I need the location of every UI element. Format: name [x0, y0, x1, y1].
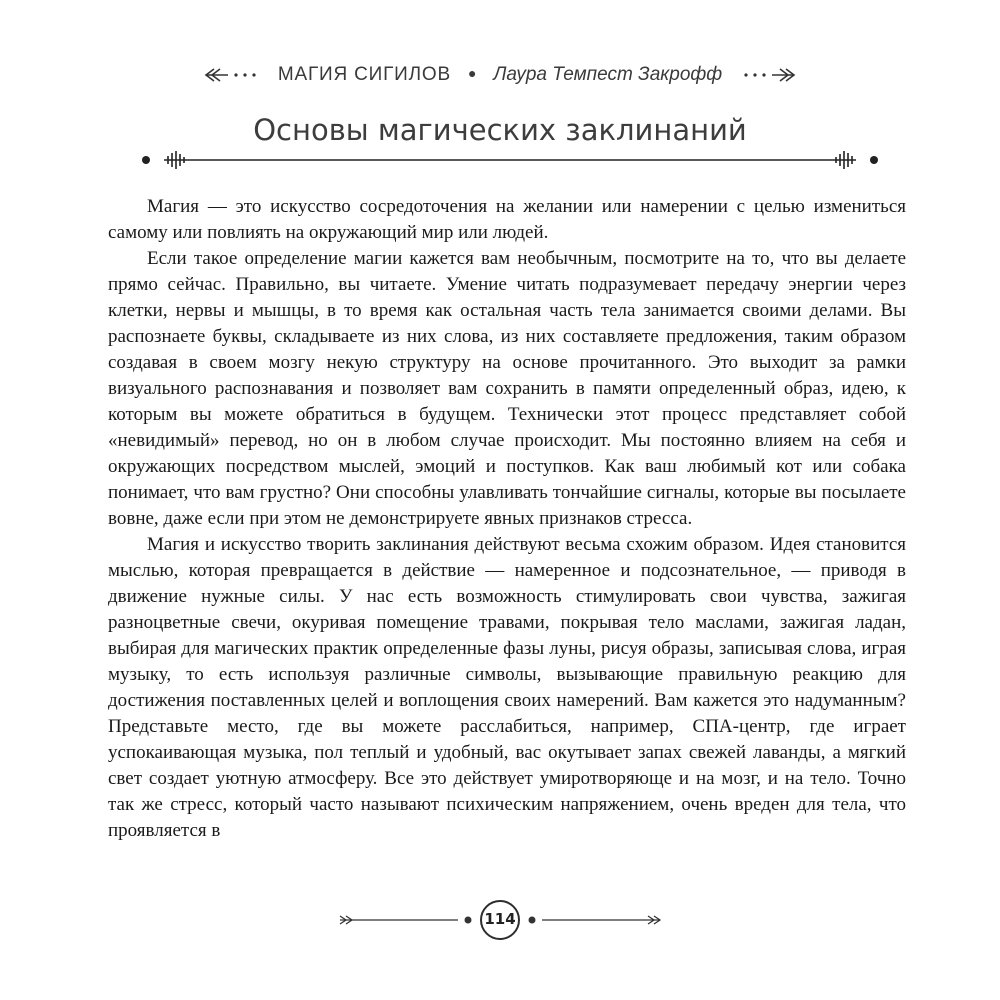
page-footer: [330, 898, 670, 942]
running-header: [0, 64, 1000, 86]
left-arrow-dots-ornament-icon: [200, 65, 264, 85]
paragraph: Магия — это искусство сосредоточения на желании или намерении с целью измениться самому или повлиять на окружающий мир или людей.: [108, 196, 906, 243]
page-number: 114: [480, 900, 520, 940]
title-divider-ornament: [140, 148, 880, 172]
book-author: Лаура Темпест Закрофф: [493, 64, 723, 85]
book-title: МАГИЯ СИГИЛОВ: [277, 64, 451, 85]
body-text: [108, 194, 906, 844]
paragraph: Если такое определение магии кажется вам необычным, посмотрите на то, что вы делаете прямо сейчас. Правильно, вы читаете. Умение читать подразумевает передачу энергии через клетки, нервы и мышцы, в то время как остальная часть тела занимается своими делами. Вы распознаете буквы, складываете из них слова, из них составляете предложения, таким образом создавая в своем мозгу некую структуру на основе прочитанного. Это выходит за рамки визуального распознавания и позволяет вам сохранить в памяти определенный образ, идею, к которым вы можете обратиться в будущем. Технически этот процесс представляет собой «невидимый» перевод, но он в любом случае происходит. Мы постоянно влияем на себя и окружающих посредством мыслей, эмоций и поступков. Как ваш любимый кот или собака понимает, что вам грустно? Они способны улавливать тончайшие сигналы, которые вы посылаете вовне, даже если при этом не демонстрируете явных признаков стресса.: [108, 248, 906, 529]
right-arrow-dots-ornament-icon: [736, 65, 800, 85]
chapter-title: Основы магических заклинаний: [253, 113, 747, 147]
paragraph: Магия и искусство творить заклинания действуют весьма схожим образом. Идея становится мыслью, которая превращается в действие — намеренное и подсознательное, — приводя в движение нужные силы. У нас есть возможность стимулировать свои чувства, зажигая разноцветные свечи, окуривая помещение травами, покрывая тело маслами, зажигая ладан, выбирая для магических практик определенные фазы луны, рисуя образы, записывая слова, играя музыку, то есть используя различные символы, вызывающие правильную реакцию для достижения поставленных целей и воплощения своих намерений. Вам кажется это надуманным? Представьте место, где вы можете расслабиться, например, СПА-центр, где играет успокаивающая музыка, пол теплый и удобный, вас окутывает запах свежей лаванды, а мягкий свет создает уютную атмосферу. Все это действует умиротворяюще и на мозг, и на тело. Точно так же стресс, который часто называют психическим напряжением, очень вреден для тела, что проявляется в: [108, 534, 906, 841]
header-separator: ●: [467, 67, 477, 82]
